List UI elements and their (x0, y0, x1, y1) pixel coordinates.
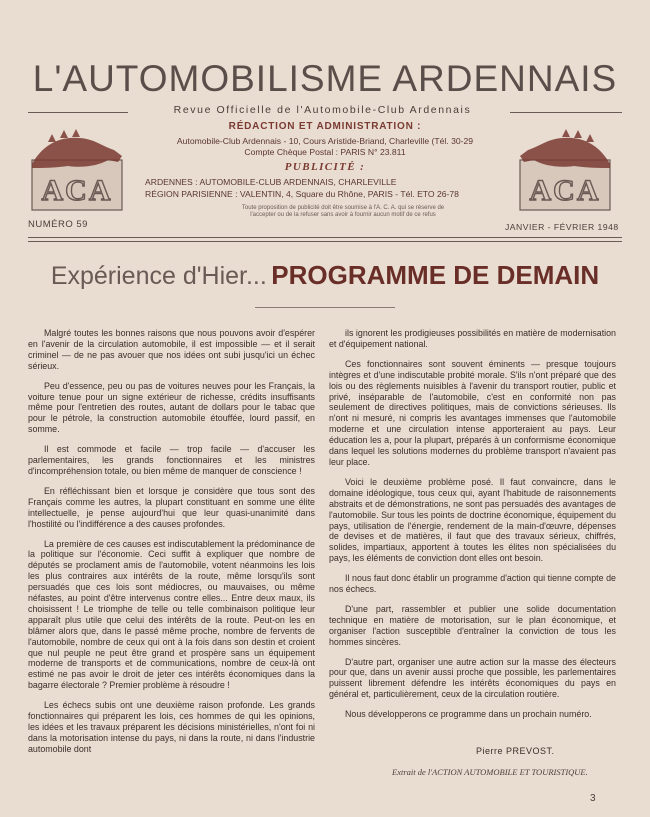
paragraph: La première de ces causes est indiscutablement la prédominance de la politique sur l'économie. Ceci suffit à expliquer que nombre de députés se proclament amis de l'automobile, votent néanmoins les lois les plus contraires aux intérêts de la route, même lorsqu'ils sont persuadés que ces lois sont médiocres, ou mauvaises, ou même néfastes, au point d'être intervenus contre elles... Entre deux maux, ils choisissent ! Le triomphe de telle ou telle combinaison politique leur apparaît plus utile que celui des intérêts de la route. Peut-on les en blâmer alors que, dans le passé même proche, nombre de fervents de l'automobile, nombre de ceux qui ont à la fois dans son destin et croient que nul peuple ne peut être grand et prospère sans un équipement moderne de transports et de communications, nombre de ceux-là ont estimé ne pas avoir le droit de jeter ces intérêts économiques dans la bagarre électorale ? Premier problème à résoudre ! (28, 538, 315, 691)
masthead-subtitle: Revue Officielle de l'Automobile-Club Ardennais (173, 104, 472, 116)
logo-text-right: ACA (529, 174, 601, 207)
aca-boar-logo-left (28, 124, 126, 214)
header-double-rule (28, 237, 622, 242)
redaction-title: RÉDACTION ET ADMINISTRATION : (228, 121, 422, 132)
paragraph: Il nous faut donc établir un programme d'action qui tienne compte de nos échecs. (329, 573, 616, 595)
address-line-2: Compte Chèque Postal : PARIS N° 23.811 (244, 147, 406, 157)
subtitle-rule-right (510, 112, 622, 113)
paragraph: Ces fonctionnaires sont souvent éminents — presque toujours intègres et d'une indiscutable probité morale. S'ils n'ont préparé que des lois ou des règlements nuisibles à l'avenir du transport routier, public et privé, inséparable de l'automobile, c'est en conformité non pas seulement de directives politiques, mais de convictions sérieuses. Ils n'ont ni mesuré, ni compris les avantages immenses que l'automobile moderne et une circulation intense apporteraient au pays. Leur éducation les a, pour la plupart, préparés à un conformisme économique dans lequel les solutions modernes du problème transport n'avaient pas leur place. (329, 358, 616, 467)
article-column-right (329, 328, 616, 729)
publicite-line-1: ARDENNES : AUTOMOBILE-CLUB ARDENNAIS, CHARLEVILLE (145, 177, 397, 187)
paragraph: Il est commode et facile — trop facile — d'accuser les parlementaires, les grands fonctionnaires et les ministres d'incompréhension totale, ou bien même de manquer de conscience ! (28, 444, 315, 476)
address-line-1: Automobile-Club Ardennais - 10, Cours Aristide-Briand, Charleville (Tél. 30-29 (176, 136, 474, 146)
paragraph: Les échecs subis ont une deuxième raison profonde. Les grands fonctionnaires qui préparent les lois, ces hommes de qui les opinions, les idées et les travaux préparent les décisions ministérielles, n'ont foi ni dans la motorisation intense du pays, ni dans la route, ni dans l'industrie automobile dont (28, 700, 315, 754)
publicite-line-2: RÉGION PARISIENNE : VALENTIN, 4, Square du Rhône, PARIS - Tél. ETO 26-78 (145, 189, 459, 199)
headline-rule (255, 307, 395, 308)
page-number: 3 (590, 793, 596, 804)
headline-part-2: PROGRAMME DE DEMAIN (271, 260, 600, 290)
masthead-title: L'AUTOMOBILISME ARDENNAIS (32, 58, 618, 99)
paragraph: Voici le deuxième problème posé. Il faut convaincre, dans le domaine idéologique, tous ceux qui, ayant l'habitude de raisonnements abstraits et de démonstrations, ne sont pas persuadés des avantages de l'automobile. Sur tous les points de doctrine économique, équipement du pays, utilisation de l'énergie, rendement de la main-d'œuvre, dépenses de devises et de matières, il faut que des travaux sérieux, chiffrés, solides, impartiaux, apportent à toutes les élites non spécialisées du pays, les éléments de conviction dont elles ont besoin. (329, 476, 616, 564)
publicite-note-2: l'accepter ou de la refuser sans avoir à fournir aucun motif de ce refus (250, 212, 436, 218)
article-headline (28, 260, 622, 291)
paragraph: D'autre part, organiser une autre action sur la masse des électeurs pour que, dans un avenir aussi proche que possible, les parlementaires puissent librement défendre les intérêts économiques du pays en général et, particulièrement, ceux de la circulation routière. (329, 656, 616, 700)
paragraph: Peu d'essence, peu ou pas de voitures neuves pour les Français, la voiture tenue pour un signe extérieur de richesse, crédits insuffisants même pour l'entretien des routes, autant de dollars pour le tabac que pour le pétrole, la construction automobile étouffée, lourd passif, en somme. (28, 380, 315, 435)
paragraph: D'une part, rassembler et publier une solide documentation technique en matière de motorisation, sur le plan économique, et organiser l'action susceptible d'entraîner la conviction de tous les hommes sincères. (329, 603, 616, 647)
publicite-note-1: Toute proposition de publicité doit être soumise à l'A. C. A. qui se réserve de (241, 205, 445, 211)
paragraph: ils ignorent les prodigieuses possibilités en matière de modernisation et d'équipement national. (329, 328, 616, 349)
paragraph: Malgré toutes les bonnes raisons que nous pouvons avoir d'espérer en l'avenir de la circulation automobile, il est impossible — et il serait criminel — de ne pas avouer que nos idées ont subi jusqu'ici un échec sérieux. (28, 328, 315, 371)
article-column-left (28, 328, 315, 764)
issue-date: JANVIER - FÉVRIER 1948 (505, 222, 619, 232)
publicite-title: PUBLICITÉ : (284, 161, 366, 173)
headline-part-1: Expérience d'Hier... (50, 262, 267, 290)
subtitle-rule-left (28, 112, 128, 113)
issue-number: NUMÉRO 59 (28, 219, 88, 230)
source-credit: Extrait de l'ACTION AUTOMOBILE ET TOURISTIQUE. (392, 767, 588, 777)
logo-text-left: ACA (41, 174, 113, 207)
author-signature: Pierre PREVOST. (476, 746, 555, 756)
paragraph: Nous développerons ce programme dans un prochain numéro. (345, 709, 592, 720)
paragraph: En réfléchissant bien et lorsque je considère que tous sont des Français comme les autres, la plupart constituant en somme une élite intellectuelle, je pense aujourd'hui que leur quasi-unanimité dans l'hostilité ou l'indifférence a des causes profondes. (28, 485, 315, 529)
aca-boar-logo-right (516, 124, 614, 214)
